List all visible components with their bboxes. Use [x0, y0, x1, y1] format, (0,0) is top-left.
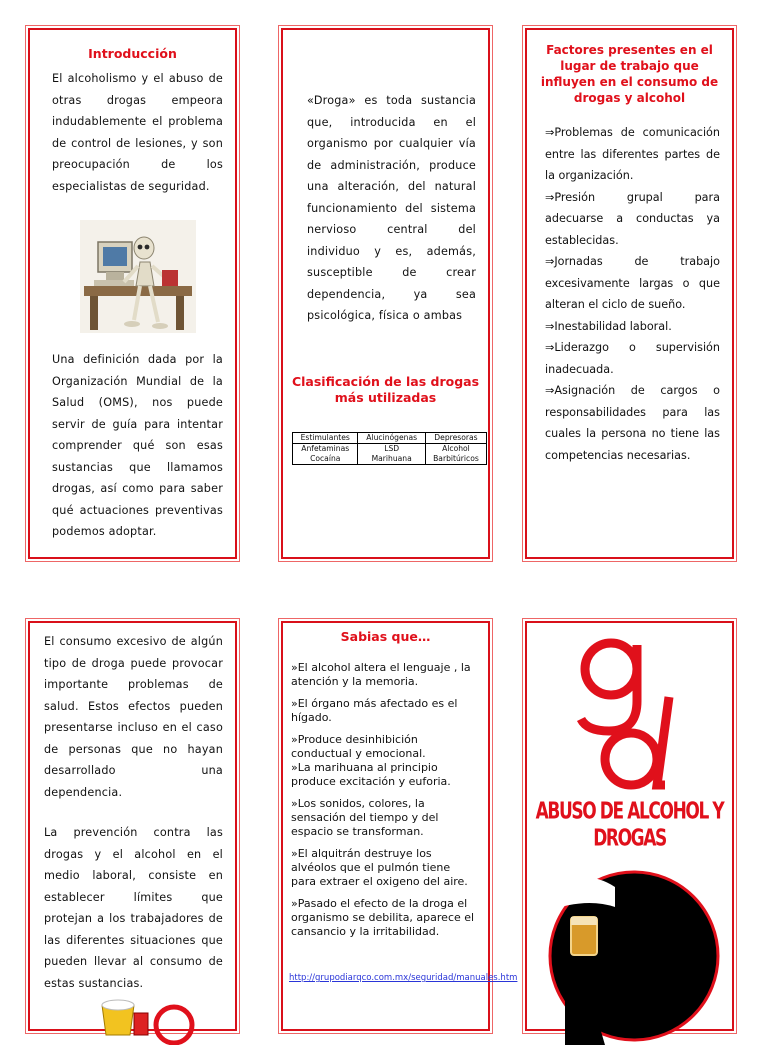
panel-workplace-factors	[525, 28, 734, 559]
table-cell-value: Marihuana	[371, 454, 412, 463]
cover-title: ABUSO DE ALCOHOL Y DROGAS	[535, 798, 724, 852]
list-item: ⇒Inestabilidad laboral.	[545, 319, 672, 333]
list-item: »El alquitrán destruye los alvéolos que el pulmón tiene para extraer el oxigeno del aire.	[291, 847, 468, 888]
gd-logo-icon	[565, 631, 705, 801]
panel-introduction	[28, 28, 237, 559]
table-cell	[358, 444, 425, 465]
table-header-cell: Estimulantes	[293, 433, 358, 444]
list-item: »El alcohol altera el lenguaje , la atención y la memoria.	[291, 661, 471, 688]
list-item: »Produce desinhibición conductual y emocional.	[291, 733, 426, 760]
table-cell	[425, 444, 486, 465]
table-header-cell: Depresoras	[425, 433, 486, 444]
drug-classification-table	[292, 432, 487, 465]
list-item: »Los sonidos, colores, la sensación del tiempo y del espacio se transforman.	[291, 797, 439, 838]
table-header-cell: Alucinógenas	[358, 433, 425, 444]
list-item: »Pasado el efecto de la droga el organismo se debilita, aparece el cansancio y la irritabilidad.	[291, 897, 475, 938]
workplace-factors-heading: Factores presentes en el lugar de trabajo que influyen en el consumo de drogas y alcohol	[540, 43, 719, 105]
list-item: »La marihuana al principio produce excitación y euforia.	[291, 761, 451, 788]
drug-definition-text: «Droga» es toda sustancia que, introducida en el organismo por cualquier vía de administración, produce una alteración, del natural funcionamiento del sistema nervioso central del individuo y es, además, susceptible de crear dependencia, ya sea psicológica, física o ambas	[307, 94, 476, 322]
table-row	[293, 444, 487, 465]
table-cell-value: Anfetaminas	[301, 444, 350, 453]
panel-drug-definition	[281, 28, 490, 559]
source-link[interactable]: http://grupodiarqco.com.mx/seguridad/manuales.htm	[289, 973, 518, 983]
drinks-prohibited-icon	[88, 995, 188, 1035]
panel-consumption-prevention	[28, 621, 237, 1031]
table-cell-value: LSD	[384, 444, 400, 453]
skeleton-at-computer-image	[80, 220, 196, 333]
introduction-text: El alcoholismo y el abuso de otras drogas empeora indudablemente el problema de control de lesiones, y son preocupación de los especialistas de seguridad.	[52, 72, 223, 193]
drinking-silhouette-image	[545, 867, 723, 1045]
introduction-heading: Introducción	[88, 46, 177, 61]
facts-list	[291, 661, 478, 947]
oms-definition-text: Una definición dada por la Organización Mundial de la Salud (OMS), nos puede servir de guía para intentar comprender qué son esas sustancias que llamamos drogas, así como para saber qué actuaciones preventivas podemos adoptar.	[52, 353, 223, 538]
table-cell-value: Barbitúricos	[433, 454, 479, 463]
did-you-know-heading: Sabias que…	[340, 629, 431, 644]
list-item: ⇒Asignación de cargos o responsabilidades para las cuales la persona no tiene las competencias necesarias.	[545, 384, 720, 462]
list-item: ⇒Problemas de comunicación entre las diferentes partes de la organización.	[545, 126, 720, 182]
panel-cover	[525, 621, 734, 1031]
panel-did-you-know	[281, 621, 518, 1031]
excessive-consumption-text: El consumo excesivo de algún tipo de droga puede provocar importante problemas de salud. Estos efectos pueden presentarse incluso en el caso de personas que no hayan desarrollado una dependencia.	[44, 635, 223, 799]
list-item: ⇒Presión grupal para adecuarse a conductas ya establecidas.	[545, 190, 720, 247]
prevention-text: La prevención contra las drogas y el alcohol en el medio laboral, consiste en establecer límites que protejan a los trabajadores de las diferentes situaciones que pueden llevar al consumo de estas sustancias.	[44, 826, 223, 990]
table-header-row	[293, 433, 487, 444]
list-item: ⇒Jornadas de trabajo excesivamente largas o que alteran el ciclo de sueño.	[545, 255, 720, 311]
table-cell-value: Alcohol	[442, 444, 470, 453]
classification-heading: Clasificación de las drogas más utilizadas	[291, 374, 480, 405]
table-cell-value: Cocaína	[310, 454, 341, 463]
workplace-factors-list	[545, 122, 720, 466]
list-item: ⇒Liderazgo o supervisión inadecuada.	[545, 341, 720, 376]
table-cell	[293, 444, 358, 465]
list-item: »El órgano más afectado es el hígado.	[291, 697, 458, 724]
